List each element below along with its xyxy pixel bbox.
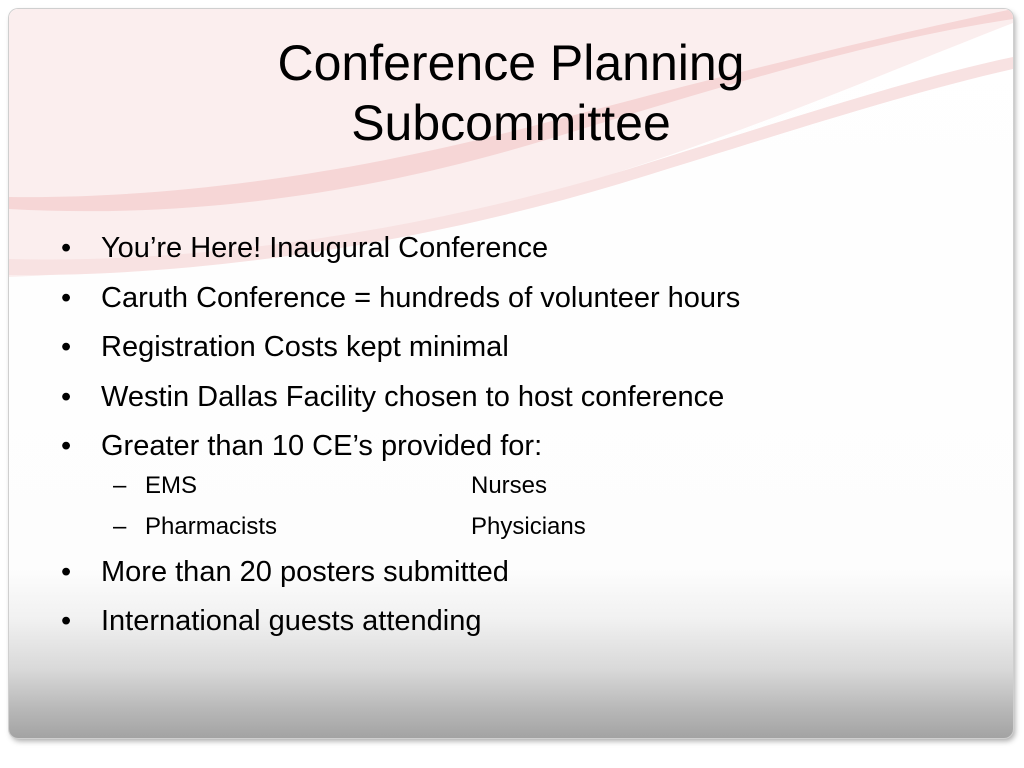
bullet-text: More than 20 posters submitted [101,555,509,588]
bullet-marker: • [61,605,72,637]
title-line-2: Subcommittee [351,95,671,151]
bullet-item [61,380,1001,415]
sub-bullet-list [61,472,1001,541]
sub-bullet-item [61,472,1001,500]
bullet-item [61,231,1001,266]
sub-bullet-right-text: Physicians [471,512,586,540]
bullet-text: Westin Dallas Facility chosen to host conference [101,380,725,413]
bullet-text: Registration Costs kept minimal [101,331,509,363]
sub-bullet-left-text: EMS [145,471,198,499]
bullet-item [61,604,1001,639]
bullet-marker: • [61,331,72,363]
sub-bullet-item [61,513,1001,541]
title-line-1: Conference Planning [277,35,745,91]
bullet-text: Greater than 10 CE’s provided for: [101,430,543,462]
sub-bullet-marker: – [113,512,127,540]
slide-title [9,33,1013,153]
bullet-marker: • [61,232,72,264]
bullet-list [61,231,1001,654]
sub-bullet-right-text: Nurses [471,471,548,499]
bullet-marker: • [61,555,72,588]
bullet-item [61,330,1001,365]
bullet-marker: • [61,281,72,314]
bullet-item [61,555,1001,590]
sub-list-container [61,472,1001,541]
bullet-marker: • [61,380,72,413]
sub-bullet-marker: – [113,471,127,499]
bullet-item [61,281,1001,316]
bullet-text: International guests attending [101,605,482,637]
slide [9,9,1013,738]
bullet-text: Caruth Conference = hundreds of volunteer hours [101,281,741,314]
bullet-marker: • [61,430,72,462]
bullet-item [61,429,1001,464]
bullet-text: You’re Here! Inaugural Conference [101,232,549,264]
sub-bullet-left-text: Pharmacists [145,512,278,540]
